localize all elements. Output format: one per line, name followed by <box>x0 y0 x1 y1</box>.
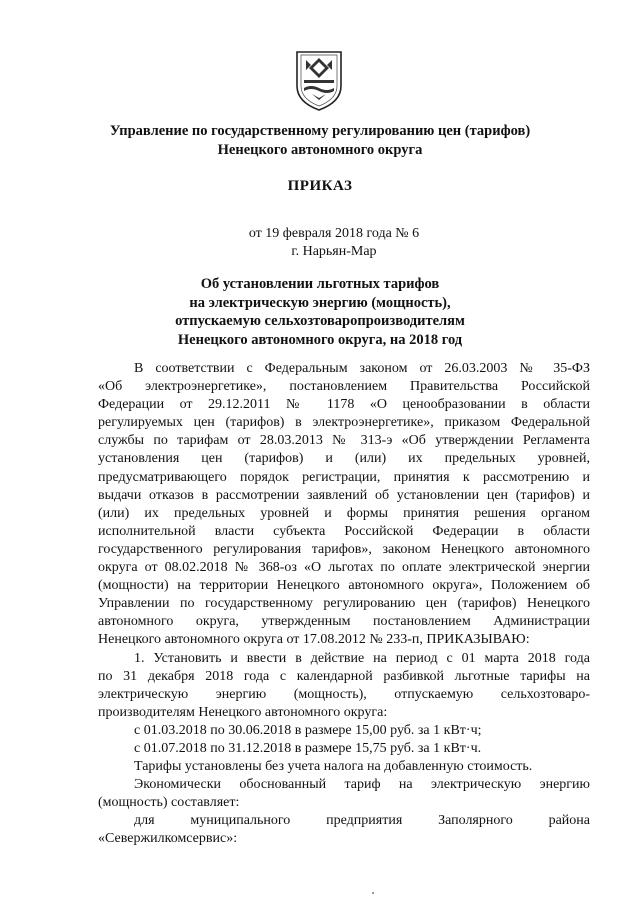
issuing-authority <box>80 122 560 160</box>
place-text: г. Нарьян-Мар <box>291 244 377 259</box>
body-line: «Об электроэнергетике», постановлением Правительства Российской <box>98 379 590 395</box>
body-line: Ненецкого автономного округа от 17.08.2012 № 233-п, ПРИКАЗЫВАЮ: <box>98 632 530 648</box>
date-number-text: от 19 февраля 2018 года № 6 <box>248 226 420 241</box>
item-line: 1. Установить и ввести в действие на период с 01 марта 2018 года <box>134 650 590 666</box>
vat-note: Тарифы установлены без учета налога на добавленную стоимость. <box>134 759 533 775</box>
body-line: установления цен (тарифов) и (или) их предельных уровней, <box>98 451 590 467</box>
date-and-number <box>80 225 560 261</box>
body-line: (мощности) на территории Ненецкого автономного округа», Положением об <box>98 578 590 594</box>
body-line: предусматривающего порядок регистрации, принятия к рассмотрению и <box>98 469 590 485</box>
body-line: регулируемых цен (тарифов) в электроэнергетике», приказом Федеральной <box>98 415 590 431</box>
document-title <box>80 275 560 349</box>
econ-line: Экономически обоснованный тариф на электрическую энергию <box>134 777 590 793</box>
item-line: производителям Ненецкого автономного округа: <box>98 704 388 720</box>
item-line: электрическую энергию (мощность), отпускаемую сельхозтоваро- <box>98 686 590 702</box>
body-line: выдачи отказов в рассмотрении заявлений об установлении цен (тарифов) и <box>98 487 590 503</box>
document-type: ПРИКАЗ <box>287 178 353 194</box>
rate-line: с 01.07.2018 по 31.12.2018 в размере 15,75 руб. за 1 кВт·ч. <box>134 740 482 756</box>
entity-line: для муниципального предприятия Заполярного района <box>134 813 590 829</box>
rate-line: с 01.03.2018 по 30.06.2018 в размере 15,00 руб. за 1 кВт·ч; <box>134 722 482 738</box>
body-line: службы по тарифам от 28.03.2013 № 313-э «Об утверждении Регламента <box>98 433 590 449</box>
body-line: (или) их предельных уровней и формы принятия решения органом <box>98 505 590 521</box>
body-line: Управлении по государственному регулированию цен (тарифов) Ненецкого <box>98 596 590 612</box>
org-line: Ненецкого автономного округа <box>217 142 423 158</box>
body-line: исполнительной власти субъекта Российской Федерации в области <box>98 523 590 539</box>
title-line: на электрическую энергию (мощность), <box>189 294 451 311</box>
body-line: округа от 08.02.2018 № 368-оз «О льготах по оплате электрической энергии <box>98 560 590 576</box>
body-line: Федерации от 29.12.2011 № 1178 «О ценообразовании в области <box>98 397 590 413</box>
econ-line: (мощность) составляет: <box>98 795 240 811</box>
title-line: Об установлении льготных тарифов <box>200 276 440 292</box>
document-body <box>98 360 590 849</box>
body-line: автономного округа, утвержденным постановлением Администрации <box>98 614 590 630</box>
title-line: отпускаемую сельхозтоваропроизводителям <box>175 313 465 329</box>
body-line: В соответствии с Федеральным законом от 26.03.2003 № 35-ФЗ <box>134 361 590 376</box>
title-line: Ненецкого автономного округа, на 2018 год <box>177 331 463 348</box>
coat-of-arms-icon <box>294 50 344 112</box>
entity-line: «Севержилкомсервис»: <box>98 831 238 847</box>
org-line: Управление по государственному регулированию цен (тарифов) <box>109 123 531 139</box>
scan-speck <box>372 892 374 894</box>
body-line: государственного регулирования тарифов», законом Ненецкого автономного <box>98 541 590 557</box>
item-line: по 31 декабря 2018 года с календарной разбивкой льготные тарифы на <box>98 668 590 684</box>
